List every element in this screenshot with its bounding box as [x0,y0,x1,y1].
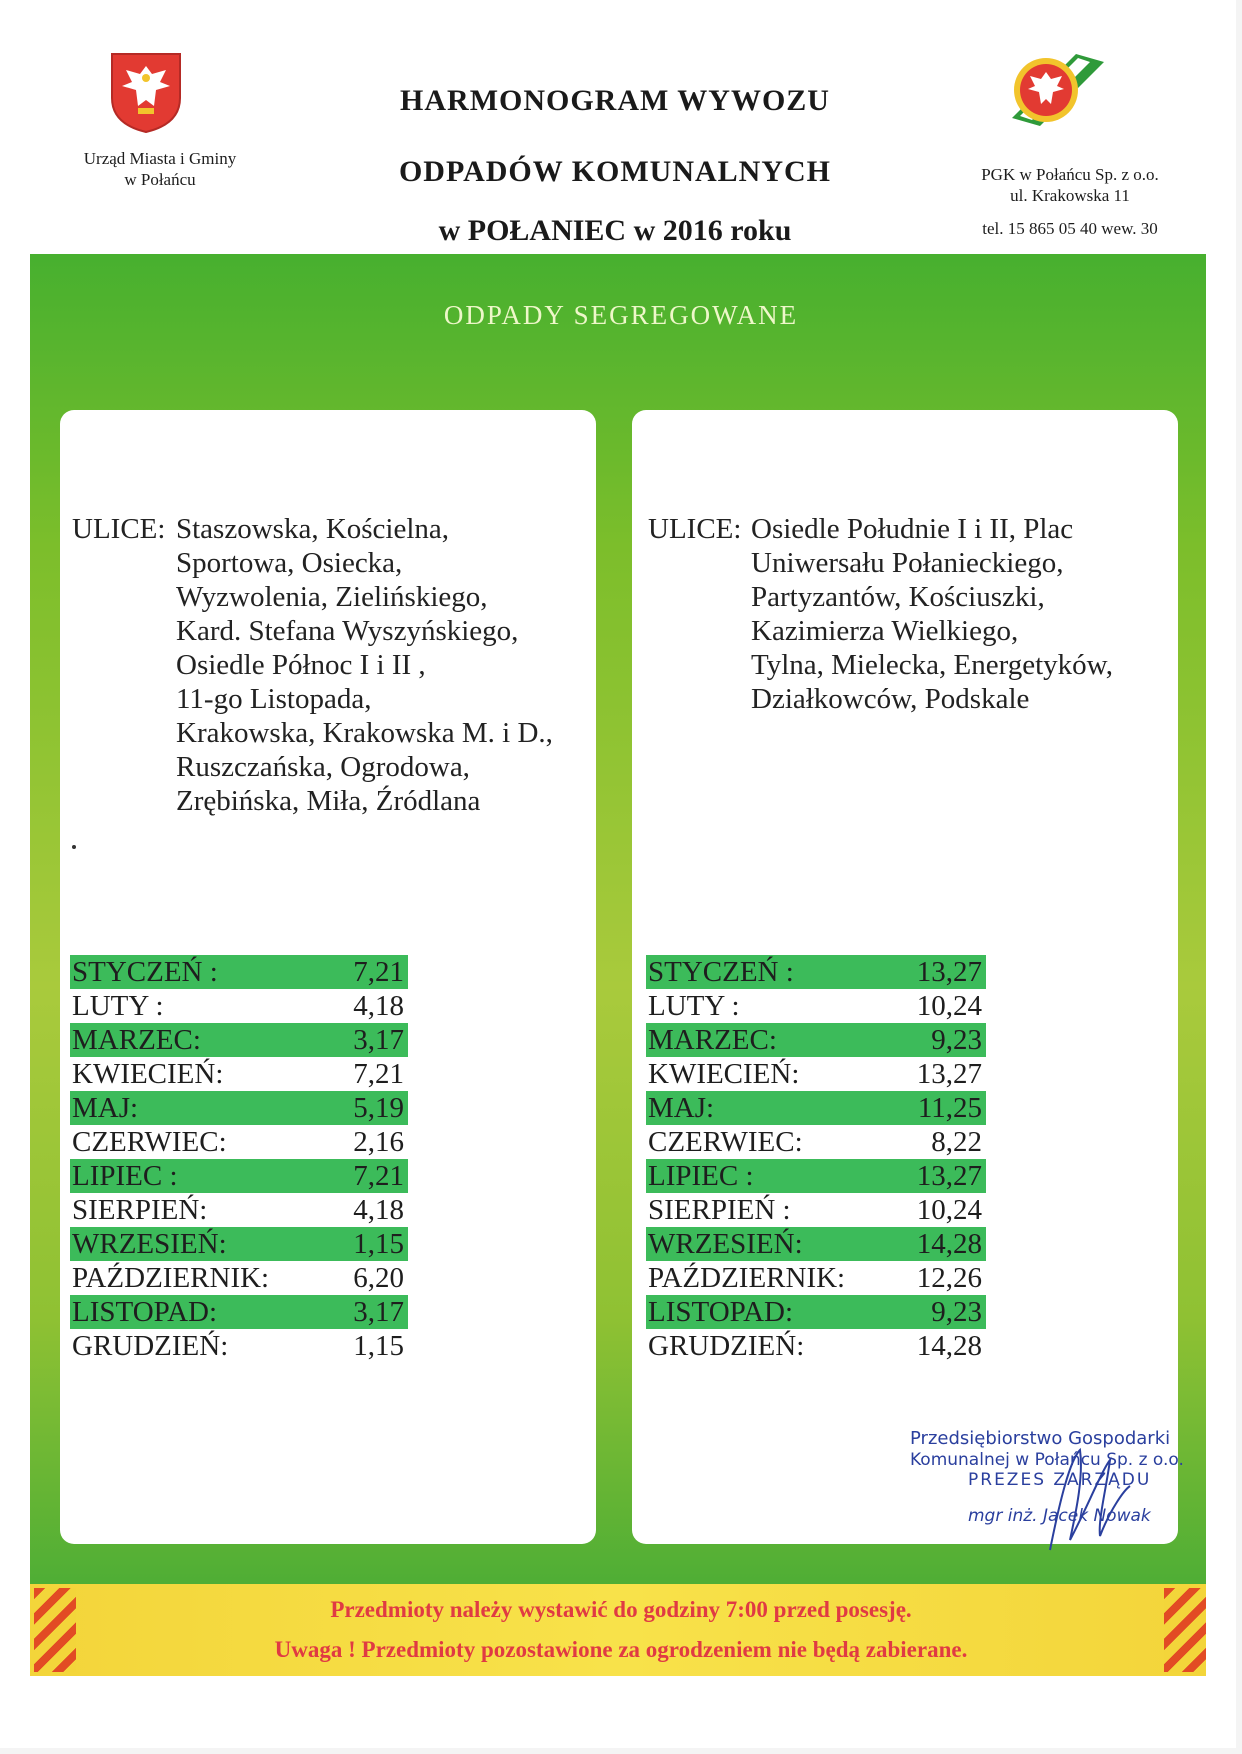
street-names [751,512,1113,716]
stray-dot [72,845,76,849]
schedule-row [70,1329,408,1363]
month-label: LISTOPAD: [72,1296,218,1328]
schedule-table-left [70,955,408,1363]
company-name: PGK w Połańcu Sp. z o.o. [981,165,1159,184]
streets-label: ULICE: [648,513,742,545]
street-name: Tylna, Mielecka, Energetyków, [751,649,1113,681]
street-name: Zrębińska, Miła, Źródlana [176,785,481,817]
collection-days: 3,17 [353,1296,404,1328]
month-label: LUTY : [648,990,740,1022]
street-name: Działkowców, Podskale [751,683,1030,715]
schedule-row [646,989,986,1023]
street-name: Partyzantów, Kościuszki, [751,581,1045,613]
month-label: SIERPIEŃ : [648,1194,791,1226]
schedule-row [646,1091,986,1125]
schedule-row [646,955,986,989]
schedule-row [646,1261,986,1295]
schedule-row [70,1227,408,1261]
street-name: Osiedle Północ I i II , [176,649,426,681]
schedule-row [646,1057,986,1091]
collection-days: 7,21 [353,1160,404,1192]
company-address: ul. Krakowska 11 [1010,186,1130,205]
schedule-row [70,1125,408,1159]
month-label: MAJ: [648,1092,715,1124]
schedule-row [646,1193,986,1227]
street-name: Kard. Stefana Wyszyńskiego, [176,615,519,647]
page-title: w POŁANIEC w 2016 roku [438,214,792,247]
street-name: Sportowa, Osiecka, [176,547,403,579]
schedule-row [646,1023,986,1057]
collection-days: 8,22 [931,1126,982,1158]
street-name: Krakowska, Krakowska M. i D., [176,717,553,749]
page-title: ODPADÓW KOMUNALNYCH [398,155,832,188]
schedule-row [646,1295,986,1329]
street-name: 11-go Listopada, [176,683,372,715]
notice-text: Uwaga ! Przedmioty pozostawione za ogrodzeniem nie będą zabierane. [274,1637,968,1662]
street-names [176,512,553,818]
collection-days: 5,19 [353,1092,404,1124]
collection-days: 13,27 [916,1058,982,1090]
month-label: STYCZEŃ : [72,956,218,988]
month-label: PAŹDZIERNIK: [72,1262,270,1294]
company-phone: tel. 15 865 05 40 wew. 30 [982,219,1158,238]
collection-days: 4,18 [353,990,404,1022]
page-title: HARMONOGRAM WYWOZU [400,84,830,117]
collection-days: 12,26 [916,1262,982,1294]
collection-days: 10,24 [916,990,982,1022]
coat-of-arms-eagle-icon [108,50,184,134]
collection-days: 9,23 [931,1024,982,1056]
schedule-row [70,1023,408,1057]
month-label: LIPIEC : [648,1160,754,1192]
month-label: WRZESIEŃ: [72,1228,227,1260]
handwritten-signature [1040,1440,1140,1560]
street-name: Ruszczańska, Ogrodowa, [176,751,470,783]
street-name: Staszowska, Kościelna, [176,513,450,545]
month-label: LISTOPAD: [648,1296,794,1328]
section-title: ODPADY SEGREGOWANE [443,300,799,330]
collection-days: 11,25 [917,1092,982,1124]
schedule-row [70,1057,408,1091]
streets-label: ULICE: [72,513,166,545]
street-name: Osiedle Południe I i II, Plac [751,513,1074,545]
month-label: GRUDZIEŃ: [72,1330,229,1362]
collection-days: 3,17 [353,1024,404,1056]
stamp-line: mgr inż. Jacek Nowak [968,1506,1151,1526]
collection-days: 14,28 [916,1228,982,1260]
collection-days: 7,21 [353,1058,404,1090]
month-label: WRZESIEŃ: [648,1228,803,1260]
office-name-line: Urząd Miasta i Gminy [83,149,237,168]
office-name [40,148,280,190]
collection-days: 13,27 [916,956,982,988]
schedule-row [646,1159,986,1193]
office-name-line: w Połańcu [124,170,196,189]
schedule-row [70,989,408,1023]
page-edge [0,1748,1242,1754]
stamp-line: Przedsiębiorstwo Gospodarki [910,1428,1171,1449]
street-name: Wyzwolenia, Zielińskiego, [176,581,488,613]
street-name: Uniwersału Połanieckiego, [751,547,1064,579]
month-label: CZERWIEC: [72,1126,227,1158]
month-label: KWIECIEŃ: [72,1058,224,1090]
schedule-row [646,1329,986,1363]
collection-days: 10,24 [916,1194,982,1226]
month-label: PAŹDZIERNIK: [648,1262,846,1294]
company-contact [930,164,1210,239]
collection-days: 2,16 [353,1126,404,1158]
month-label: MARZEC: [72,1024,201,1056]
month-label: LUTY : [72,990,164,1022]
notice-text: Przedmioty należy wystawić do godziny 7:00 przed posesję. [330,1597,912,1622]
schedule-table-right [646,955,986,1363]
collection-days: 9,23 [931,1296,982,1328]
month-label: KWIECIEŃ: [648,1058,800,1090]
schedule-row [70,1193,408,1227]
schedule-row [70,1261,408,1295]
month-label: MAJ: [72,1092,139,1124]
collection-days: 13,27 [916,1160,982,1192]
collection-days: 1,15 [353,1228,404,1260]
schedule-row [70,1159,408,1193]
schedule-row [70,1091,408,1125]
month-label: STYCZEŃ : [648,956,794,988]
month-label: MARZEC: [648,1024,777,1056]
street-name: Kazimierza Wielkiego, [751,615,1019,647]
schedule-row [646,1125,986,1159]
schedule-row [70,1295,408,1329]
collection-days: 14,28 [916,1330,982,1362]
month-label: GRUDZIEŃ: [648,1330,805,1362]
pgk-company-logo-icon [1006,48,1110,132]
page-edge [1236,0,1242,1754]
collection-days: 6,20 [353,1262,404,1294]
collection-days: 7,21 [353,956,404,988]
stamp-line: PREZES ZARZĄDU [968,1470,1152,1490]
collection-days: 1,15 [353,1330,404,1362]
month-label: SIERPIEŃ: [72,1194,208,1226]
stamp-line: Komunalnej w Połańcu Sp. z o.o. [910,1450,1184,1470]
schedule-row [646,1227,986,1261]
schedule-row [70,955,408,989]
month-label: LIPIEC : [72,1160,178,1192]
collection-days: 4,18 [353,1194,404,1226]
month-label: CZERWIEC: [648,1126,803,1158]
